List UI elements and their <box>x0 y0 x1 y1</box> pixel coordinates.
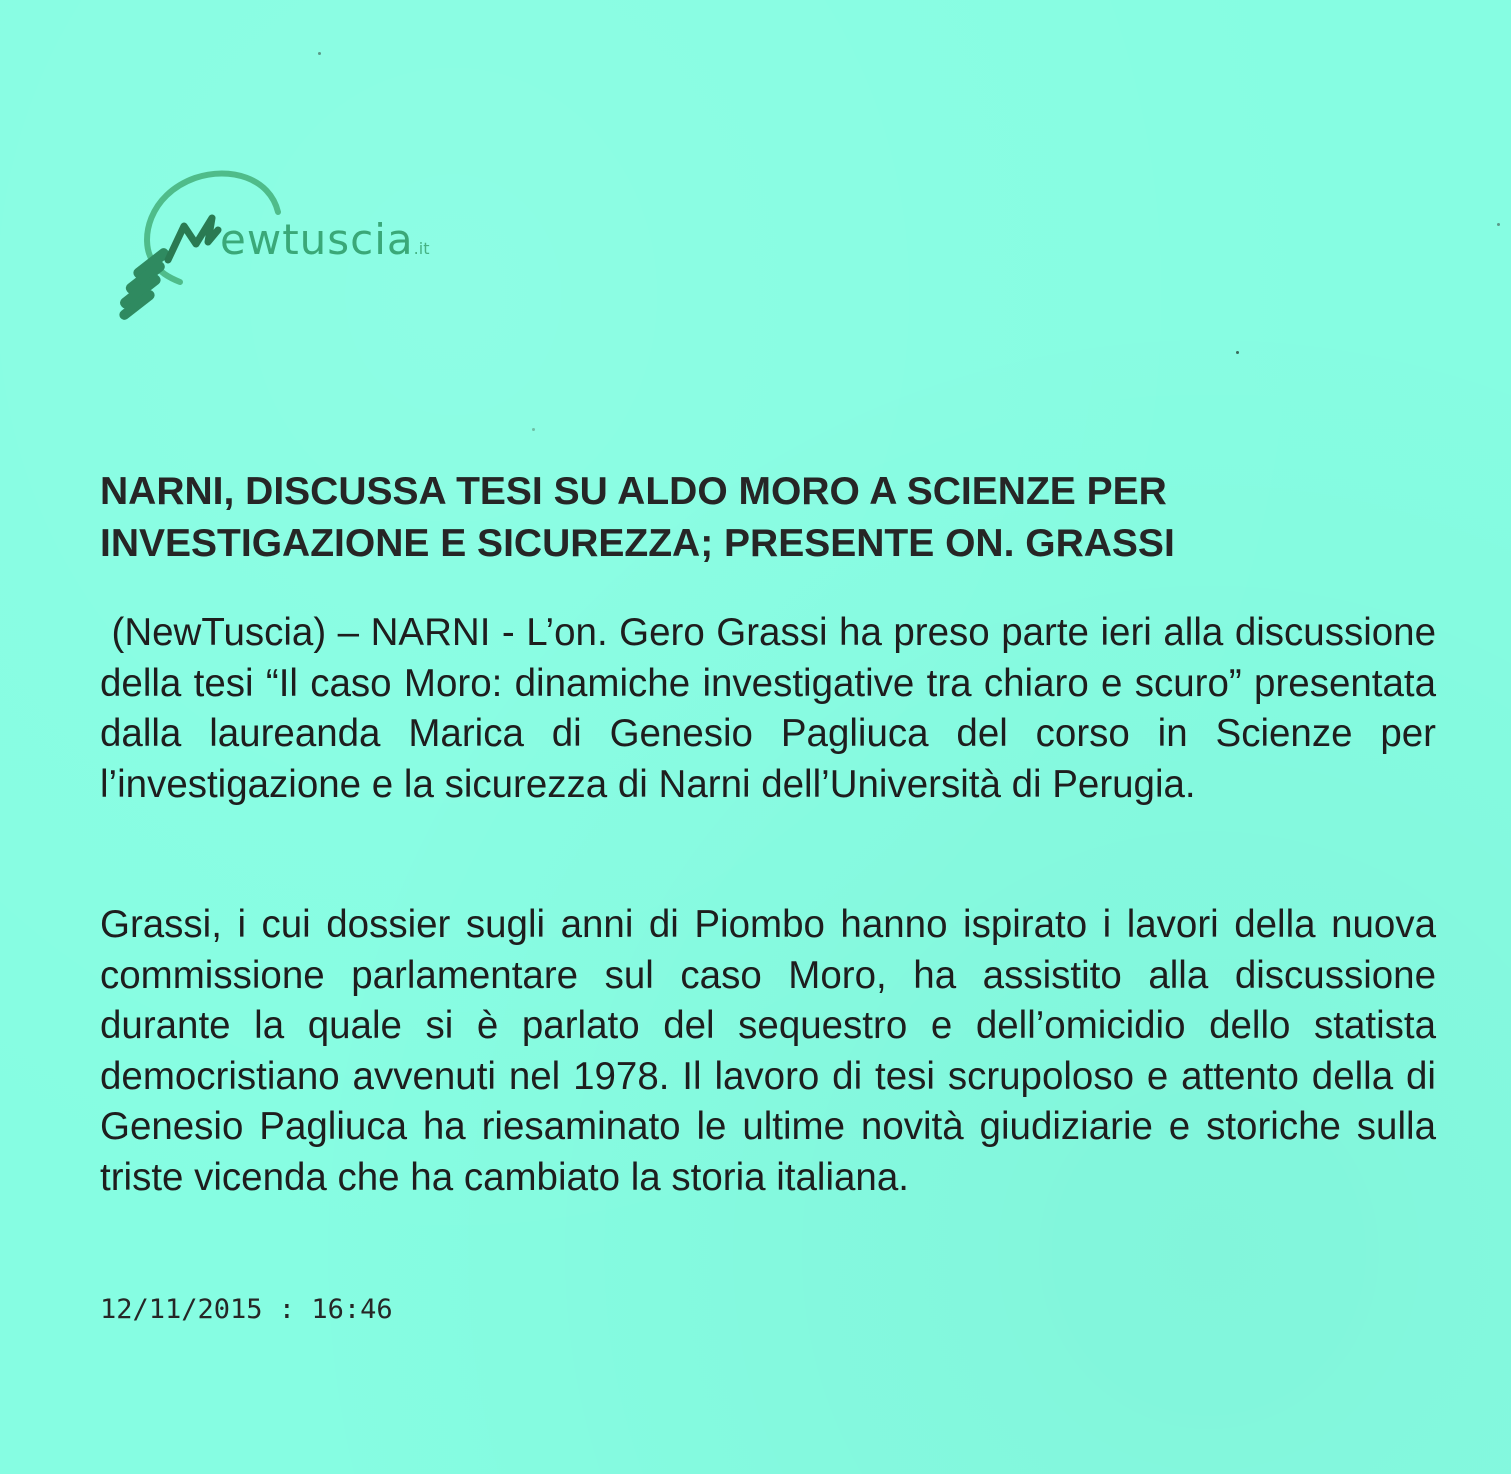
article-paragraph-2: Grassi, i cui dossier sugli anni di Piombo hanno ispirato i lavori della nuova commissione parlamentare sul caso Moro, ha assistito alla discussione durante la quale si è parlato del sequestro e dell’omicidio dello statista democristiano avvenuti nel 1978. Il lavoro di tesi scrupoloso e attento della di Genesio Pagliuca ha riesaminato le ultime novità giudiziarie e storiche sulla triste vicenda che ha cambiato la storia italiana. <box>100 903 1436 1199</box>
article-timestamp: 12/11/2015 : 16:46 <box>100 1294 393 1325</box>
newtuscia-logo <box>100 160 460 340</box>
article-paragraph-1: (NewTuscia) – NARNI - L’on. Gero Grassi ha preso parte ieri alla discussione della tesi “Il caso Moro: dinamiche investigative tra chiaro e scuro” presentata dalla laureanda Marica di Genesio Pagliuca del corso in Scienze per l’investigazione e la sicurezza di Narni dell’Università di Perugia. <box>100 611 1436 806</box>
scan-speck <box>1497 223 1500 226</box>
scan-speck <box>1236 351 1239 354</box>
scan-speck <box>318 52 321 55</box>
logo-tld: .it <box>413 239 430 258</box>
headline-line-1: NARNI, DISCUSSA TESI SU ALDO MORO A SCIENZE PER <box>100 470 1167 513</box>
headline-line-2: INVESTIGAZIONE E SICUREZZA; PRESENTE ON. GRASSI <box>100 522 1175 565</box>
logo-wordmark: ewtuscia <box>220 215 414 264</box>
article-headline <box>100 466 1420 570</box>
scan-speck <box>532 428 535 431</box>
